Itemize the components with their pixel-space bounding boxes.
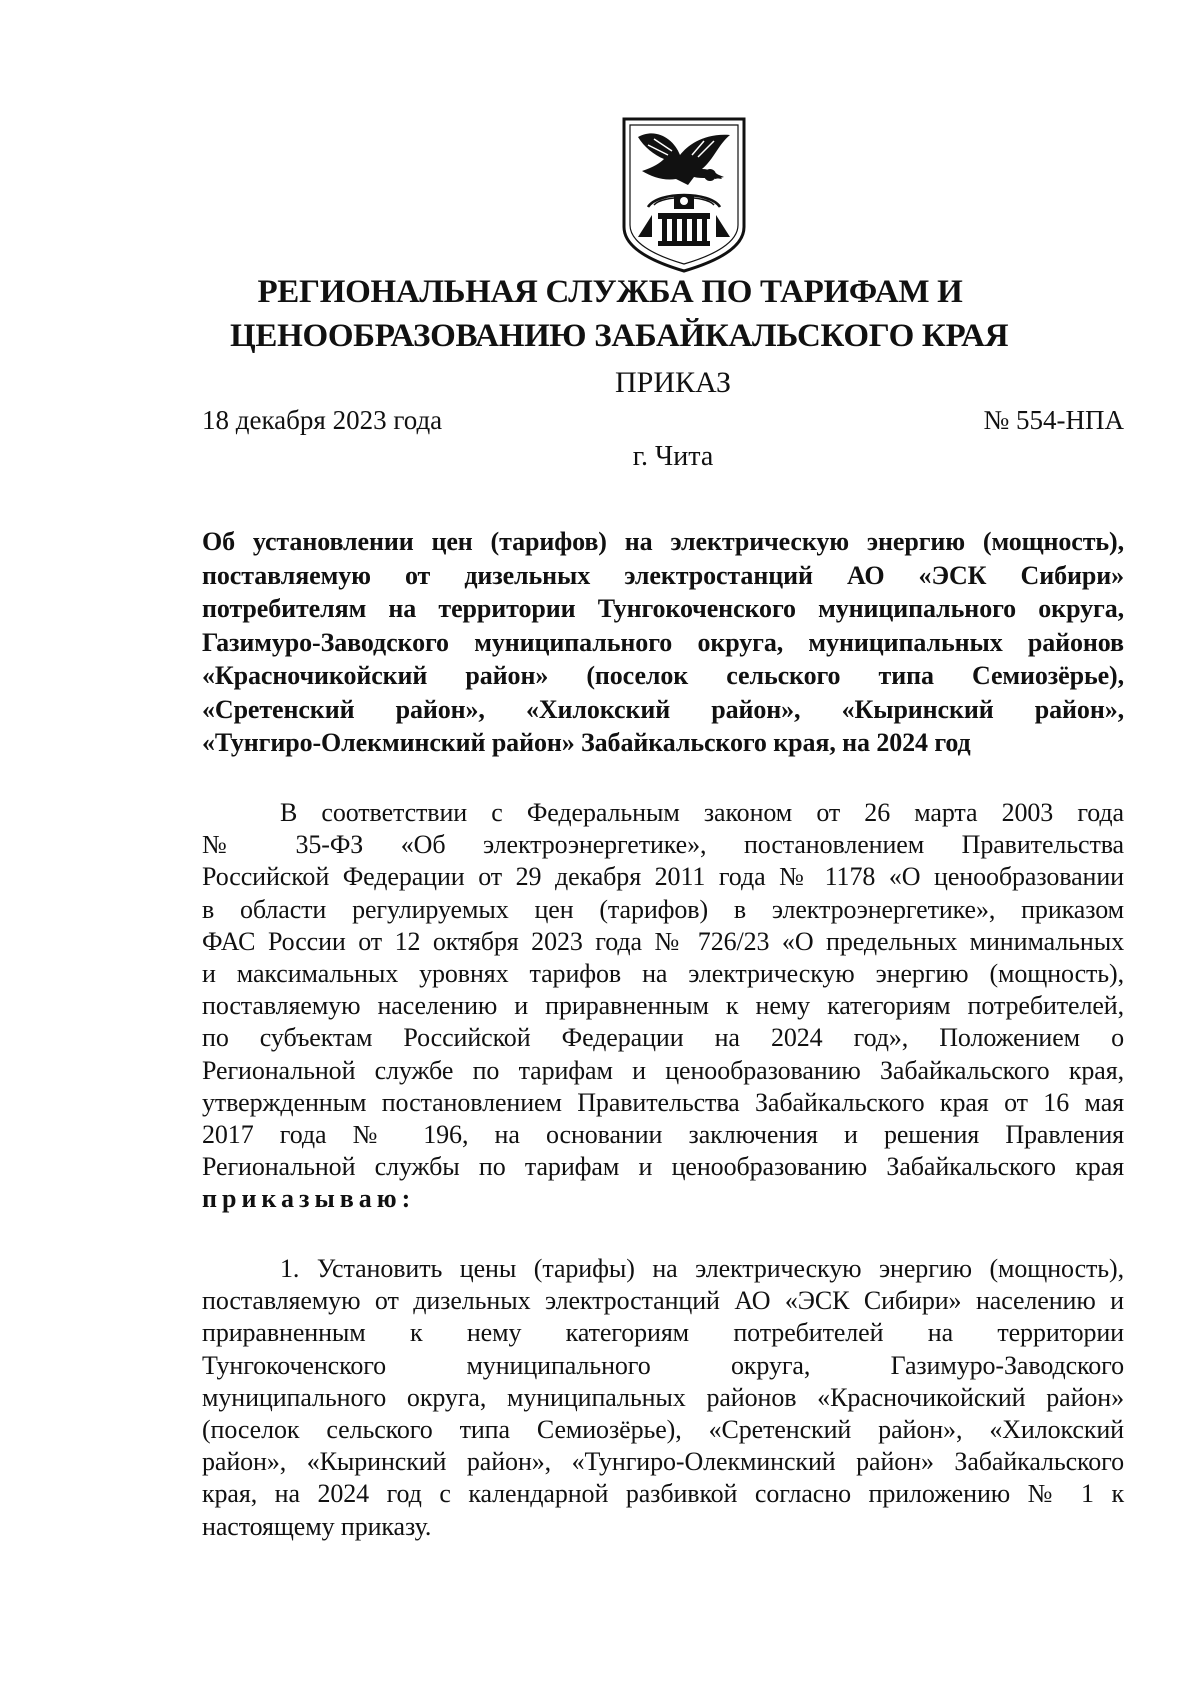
clause-1-line: поставляемую от дизельных электростанций АО «ЭСК Сибири» населению и [202,1286,1124,1316]
clause-1-line: (поселок сельского типа Семиозёрье), «Сретенский район», «Хилокский [202,1414,1124,1444]
document-subject [202,525,1124,760]
preamble-line: по субъектам Российской Федерации на 2024 год», Положением о [202,1023,1124,1053]
organization-title [230,270,1009,358]
order-word: приказываю: [202,1184,416,1214]
subject-line: «Красночикойский район» (поселок сельского типа Семиозёрье), [202,661,1124,690]
preamble-line: поставляемую населению и приравненным к нему категориям потребителей, [202,991,1124,1021]
preamble-line: Региональной службы по тарифам и ценообразованию Забайкальского края [202,1152,1124,1182]
preamble-line: 2017 года № 196, на основании заключения и решения Правления [202,1119,1124,1149]
clause-1-line: район», «Кыринский район», «Тунгиро-Олекминский район» Забайкальского [202,1447,1124,1477]
clause-1-line: настоящему приказу. [202,1511,432,1541]
preamble-paragraph [202,797,1124,1215]
preamble-line: ФАС России от 12 октября 2023 года № 726/23 «О предельных минимальных [202,926,1124,956]
document-date: 18 декабря 2023 года [202,405,443,435]
preamble-line: № 35-ФЗ «Об электроэнергетике», постановлением Правительства [202,830,1124,860]
preamble-line: в области регулируемых цен (тарифов) в электроэнергетике», приказом [202,894,1124,924]
subject-line: «Сретенский район», «Хилокский район», «Кыринский район», [202,694,1124,724]
clause-1-line: приравненным к нему категориям потребителей на территории [202,1318,1124,1348]
clause-1-line: муниципального округа, муниципальных районов «Красночикойский район» [202,1382,1124,1412]
clause-1-line: края, на 2024 год с календарной разбивкой согласно приложению № 1 к [202,1479,1124,1509]
document-type: ПРИКАЗ [615,366,731,399]
subject-line: Газимуро-Заводского муниципального округа, муниципальных районов [202,627,1124,657]
subject-line: поставляемую от дизельных электростанций АО «ЭСК Сибири» [202,560,1124,590]
coat-of-arms-icon [618,115,750,273]
document-number: № 554-НПА [983,405,1124,435]
organization-title-line-2: ЦЕНООБРАЗОВАНИЮ ЗАБАЙКАЛЬСКОГО КРАЯ [230,318,1009,354]
organization-title-line-1: РЕГИОНАЛЬНАЯ СЛУЖБА ПО ТАРИФАМ И [257,274,963,310]
preamble-line: утвержденным постановлением Правительства Забайкальского края от 16 мая [202,1087,1124,1117]
preamble-line: В соответствии с Федеральным законом от 26 марта 2003 года [280,798,1124,827]
clause-1-line: Тунгокоченского муниципального округа, Газимуро-Заводского [202,1350,1124,1380]
subject-line: Об установлении цен (тарифов) на электрическую энергию (мощность), [202,527,1124,556]
preamble-line: Региональной службе по тарифам и ценообразованию Забайкальского края, [202,1055,1124,1085]
preamble-line: и максимальных уровнях тарифов на электрическую энергию (мощность), [202,958,1124,988]
subject-line: потребителям на территории Тунгокоченского муниципального округа, [202,594,1124,623]
clause-1-paragraph [202,1253,1124,1543]
preamble-line: Российской Федерации от 29 декабря 2011 года № 1178 «О ценообразовании [202,862,1124,892]
document-city: г. Чита [632,441,714,472]
subject-line: «Тунгиро-Олекминский район» Забайкальского края, на 2024 год [202,728,971,757]
clause-1-line: 1. Установить цены (тарифы) на электрическую энергию (мощность), [280,1254,1124,1283]
